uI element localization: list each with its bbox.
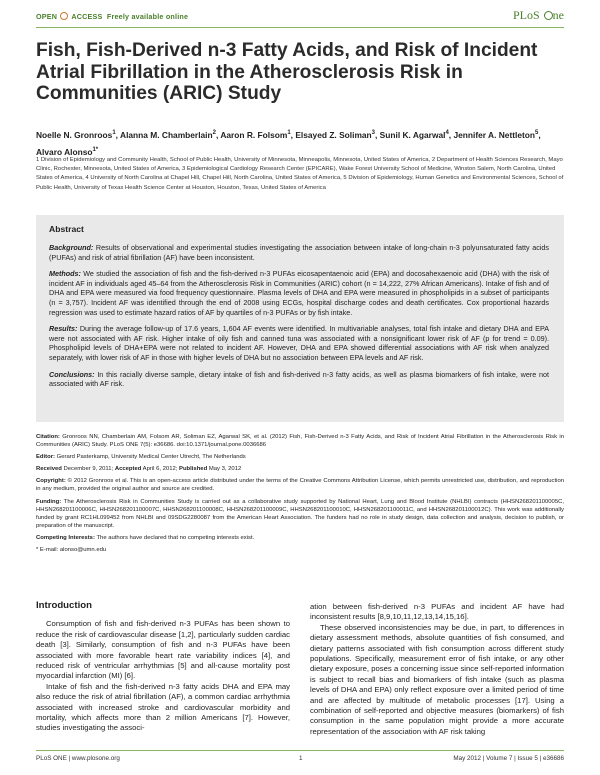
intro-paragraph-2: Intake of fish and the fish-derived n-3 fatty acids DHA and EPA may also reduce the risk of atrial fibrillation (AF), a common cardiac arrhythmia associated with increased stroke and cardiovascular morbidity and mortality, which affects more than 2 million Americans [7]. However, studies investigating the associ- xyxy=(36,681,290,733)
author-affiliation-marker: 1 xyxy=(287,130,291,136)
author-name: Sunil K. Agarwal$^4$ xyxy=(379,129,449,140)
citation: Citation: Gronroos NN, Chamberlain AM, Folsom AR, Soliman EZ, Agarwal SK, et al. (2012) Fish, Fish-Derived n-3 Fatty Acids, and Risk of Incident Atrial Fibrillation in the Atherosclerosis Risk in Communities (ARIC) Study. PLoS ONE 7(5): e36686. doi:10.1371/journal.pone.0036686 xyxy=(36,434,564,449)
intro-paragraph-2-continued: ation between fish-derived n-3 PUFAs and incident AF have had inconsistent results [8,9,10,11,12,13,14,15,16]. xyxy=(310,602,564,622)
author-affiliation-marker: 1 xyxy=(112,130,116,136)
editor: Editor: Gerard Pasterkamp, University Medical Center Utrecht, The Netherlands xyxy=(36,454,246,461)
logo-plos-text: PLoS xyxy=(512,8,540,22)
footer-rule xyxy=(36,750,564,751)
footer-issue: May 2012 | Volume 7 | Issue 5 | e36686 xyxy=(453,755,564,762)
author-affiliation-marker: 5 xyxy=(535,130,539,136)
author-name: Alvaro Alonso$^{1*}$ xyxy=(36,147,99,158)
intro-paragraph-1: Consumption of fish and fish-derived n-3 PUFAs has been shown to reduce the risk of cardiovascular disease [1,2], particularly sudden cardiac death [3]. Similarly, consumption of fish and n-3 PUFAs have been associated with more favorable heart rate variability indices [4], and reduced risk of ventricular arrhythmias [5] and all-cause mortality post myocardial infarction (MI) [6]. xyxy=(36,619,290,681)
affiliations: 1 Division of Epidemiology and Community Health, School of Public Health, University of Minnesota, Minneapolis, Minnesota, United States of America, 2 Department of Health Sciences Research, Mayo Clinic, Rochester, Minnesota, United States of America, 3 Epidemiological Cardiology Research Center (EPICARE), Wake Forest University School of Medicine, Winston Salem, North Carolina, United States of America, 4 University of North Carolina at Chapel Hill, Chapel Hill, North Carolina, United States of America, 5 Division of Epidemiology, Human Genetics and Environmental Sciences, School of Public Health, University of Texas Health Science Center at Houston, Houston, Texas, United States of America xyxy=(36,157,564,191)
open-access-lock-icon xyxy=(60,12,68,20)
author-affiliation-marker: 2 xyxy=(212,130,216,136)
article-title: Fish, Fish-Derived n-3 Fatty Acids, and Risk of Incident Atrial Fibrillation in the Atherosclerosis Risk in Communities (ARIC) Study xyxy=(36,40,538,104)
author-name: Jennifer A. Nettleton$^5$ xyxy=(453,129,539,140)
author-name: Alanna M. Chamberlain$^2$ xyxy=(120,129,216,140)
logo-one-text: ne xyxy=(552,8,564,22)
body-column-left xyxy=(36,601,290,734)
access-label: ACCESS xyxy=(71,12,103,21)
open-label: OPEN xyxy=(36,12,58,21)
funding: Funding: The Atherosclerosis Risk in Communities Study is carried out as a collaborative study supported by National Heart, Lung and Blood Institute (NHLBI) contracts (HHSN268201100005C, HHSN268201100006C, HHSN268201100007C, HHSN268201100008C, HHSN268201100009C, HHSN268201100010C, HHSN268201100011C, and HHSN268201100012C). This work was additionally funded by grant RC1HL099452 from NHLBI and 09SDG2280087 from the American Heart Association. The funders had no role in study design, data collection and analysis, decision to publish, or preparation of the manuscript. xyxy=(36,498,565,529)
abstract-heading: Abstract xyxy=(49,224,84,234)
dates: Received December 9, 2011; Accepted April 6, 2012; Published May 3, 2012 xyxy=(36,466,242,473)
competing-interests: Competing Interests: The authors have declared that no competing interests exist. xyxy=(36,534,255,541)
abstract-conclusions: Conclusions: In this racially diverse sample, dietary intake of fish and fish-derived n-3 fatty acids, as well as plasma biomarkers of fish intake, were not associated with AF risk. xyxy=(49,369,550,389)
abstract-background: Background: Results of observational and experimental studies investigating the association between intake of long-chain n-3 polyunsaturated fatty acids (PUFAs) and risk of atrial fibrillation (AF) have been inconsistent. xyxy=(49,243,549,262)
page-number: 1 xyxy=(299,755,303,762)
author-affiliation-marker: 3 xyxy=(371,130,376,136)
author-affiliation-marker: 4 xyxy=(445,130,449,136)
introduction-heading: Introduction xyxy=(36,600,92,611)
abstract-box xyxy=(36,215,564,422)
author-list: Noelle N. Gronroos$^1$, Alanna M. Chamberlain$^2$, Aaron R. Folsom$^1$, Elsayed Z. Soliman$^3$, Sunil K. Agarwal$^4$, Jennifer A. Nettleton$^5$, Alvaro Alonso$^{1*}$ xyxy=(36,129,541,158)
abstract-methods: Methods: We studied the association of fish and the fish-derived n-3 PUFAs eicosapentaenoic acid (EPA) and docosahexaenoic acid (DHA) with the risk of incident AF in individuals aged 45–64 from the Atherosclerosis Risk in Communities (ARIC) cohort (n = 14,222, 27% African Americans). Intake of fish and of DHA and EPA were measured via food frequency questionnaire. Plasma levels of DHA and EPA were measured in phospholipids in a subset of participants (n = 3,757). Incident AF was identified through the end of 2008 using ECGs, hospital discharge codes and death certificates. Cox proportional hazards regression was used to estimate hazard ratios of AF by quartiles of n-3 PUFAs or by fish intake. xyxy=(49,269,550,317)
article-metadata xyxy=(36,433,564,558)
footer-journal[interactable]: PLoS ONE | www.plosone.org xyxy=(36,755,120,762)
author-affiliation-marker: 1* xyxy=(92,147,99,154)
intro-paragraph-3: These observed inconsistencies may be due, in part, to differences in dietary assessment methods, absolute quantities of fish consumed, and dietary patterns associated with fish consumption across different study populations. Specifically, measurement error of fish intake, or any other dietary exposure, poses a concerning issue since self-reported information is subject to recall bias and biomarkers of fish intake (such as plasma levels of DHA and EPA) only reflect exposure over a limited period of time and are affected by multitude of metabolic processes [17]. Using a combination of self-reported and objective measures (biomarkers) of fish consumption in the same population might provide a more accurate representation of the association with AF risk taking xyxy=(310,622,564,736)
freely-available-label: Freely available online xyxy=(106,12,189,21)
logo-ring-icon xyxy=(544,11,553,20)
plos-one-logo xyxy=(513,8,564,23)
open-access-banner xyxy=(36,12,188,21)
author-name: Aaron R. Folsom$^1$ xyxy=(220,129,291,140)
author-name: Noelle N. Gronroos$^1$ xyxy=(36,129,116,140)
header-rule xyxy=(36,27,564,28)
author-name: Elsayed Z. Soliman$^3$ xyxy=(295,129,376,140)
copyright: Copyright: © 2012 Gronroos et al. This is an open-access article distributed under the terms of the Creative Commons Attribution License, which permits unrestricted use, distribution, and reproduction in any medium, provided the original author and source are credited. xyxy=(36,478,565,493)
body-column-right xyxy=(310,602,564,737)
journal-header xyxy=(36,10,564,26)
corresponding-email[interactable]: * E-mail: alonso@umn.edu xyxy=(36,547,107,554)
abstract-results: Results: During the average follow-up of 17.6 years, 1,604 AF events were identified. In multivariable analyses, total fish intake and dietary DHA and EPA were not associated with AF risk. Higher intake of oily fish and canned tuna was associated with a nonsignificant lower risk of AF (p for trend = 0.09). Phospholipid levels of DHA+EPA were not related to incident AF. However, DHA and EPA showed differential associations with AF risk when analyzed separately, with lower risk of AF in those with higher levels of DHA but no association between EPA levels and AF risk. xyxy=(49,324,549,362)
